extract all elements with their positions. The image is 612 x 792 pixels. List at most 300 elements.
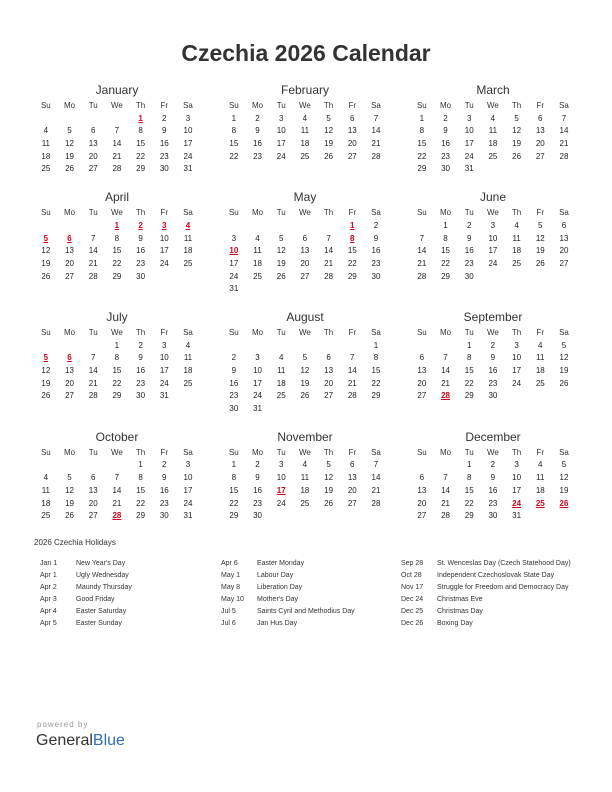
- day-cell: 19: [41, 378, 51, 388]
- day-cell: 13: [300, 246, 310, 256]
- day-cell: 7: [90, 353, 96, 363]
- day-cell: 21: [559, 139, 569, 149]
- holiday-name: Ugly Wednesday: [76, 572, 129, 579]
- weekday-header: Th: [323, 327, 334, 337]
- holiday-name: Easter Saturday: [76, 608, 127, 615]
- day-cell: 19: [65, 151, 74, 161]
- day-cell: 8: [466, 353, 472, 363]
- weekday-header: Fr: [160, 208, 169, 218]
- day-cell: 15: [417, 139, 427, 149]
- day-cell: 26: [559, 378, 569, 388]
- month-april: [34, 189, 200, 296]
- weekday-header: Th: [135, 447, 146, 457]
- holiday-item: [401, 606, 576, 618]
- day-cell: 14: [88, 366, 98, 375]
- day-cell: 30: [159, 164, 169, 174]
- weekday-header: Su: [228, 208, 239, 218]
- day-cell: 14: [417, 246, 427, 256]
- weekday-header: Sa: [559, 208, 569, 218]
- holiday-name: Labour Day: [257, 572, 294, 579]
- day-cell: 12: [559, 473, 569, 483]
- day-cell: 11: [41, 139, 50, 149]
- weekday-header: Sa: [559, 327, 569, 337]
- day-cell: 18: [488, 139, 498, 149]
- empty-cell: [105, 459, 129, 472]
- weekday-header: Sa: [371, 447, 381, 457]
- weekday-header: Tu: [464, 327, 474, 337]
- day-cell: 2: [255, 460, 260, 470]
- month-days-grid: [34, 100, 200, 176]
- holiday-item: [221, 618, 386, 630]
- day-cell: 24: [276, 151, 286, 161]
- weekday-header: Sa: [371, 327, 381, 337]
- day-cell: 16: [159, 139, 169, 149]
- day-cell: 9: [255, 473, 260, 483]
- day-cell: 24: [488, 258, 498, 268]
- day-cell: 17: [512, 366, 522, 375]
- day-cell: 8: [373, 353, 379, 363]
- day-cell: 9: [443, 126, 448, 136]
- day-cell: 18: [300, 485, 310, 495]
- day-cell: 27: [417, 511, 427, 521]
- day-cell: 14: [88, 246, 98, 256]
- day-cell: 27: [535, 151, 545, 161]
- day-cell: 4: [278, 353, 284, 363]
- weekday-header: Tu: [88, 327, 98, 337]
- day-cell: 18: [535, 485, 545, 495]
- day-cell: 11: [512, 233, 521, 243]
- day-cell: 4: [302, 113, 308, 123]
- empty-cell: [105, 113, 129, 126]
- day-cell: 15: [136, 485, 146, 495]
- month-name: December: [465, 429, 521, 444]
- day-cell: 26: [41, 391, 51, 401]
- day-cell: 30: [136, 271, 146, 281]
- empty-cell: [410, 459, 434, 472]
- weekday-header: Tu: [464, 208, 474, 218]
- day-cell: 18: [183, 366, 193, 375]
- day-cell: 27: [88, 511, 98, 521]
- weekday-header: Sa: [371, 208, 381, 218]
- weekday-header: Mo: [251, 101, 264, 110]
- day-cell: 13: [417, 485, 427, 495]
- day-cell: 31: [159, 391, 169, 401]
- weekday-header: We: [298, 208, 311, 218]
- day-cell: 9: [231, 366, 237, 375]
- month-name: October: [95, 429, 139, 444]
- logo-blue-text: Blue: [92, 732, 125, 749]
- holiday-list-col-3: [401, 558, 576, 630]
- day-cell: 14: [559, 126, 569, 136]
- weekday-header: Su: [416, 101, 427, 110]
- day-cell: 7: [373, 460, 379, 470]
- weekday-header: Mo: [439, 447, 452, 457]
- day-cell: 10: [183, 126, 193, 136]
- weekday-header: Th: [511, 327, 522, 337]
- empty-cell: [293, 340, 317, 353]
- day-cell: 31: [183, 511, 193, 521]
- empty-cell: [434, 340, 458, 353]
- month-july: [34, 309, 200, 416]
- weekday-header: Fr: [536, 208, 545, 218]
- day-cell: 9: [490, 473, 496, 483]
- day-cell: 11: [277, 366, 286, 375]
- holiday-day: 6: [67, 233, 72, 243]
- month-days-grid: [410, 327, 576, 403]
- weekday-header: Mo: [63, 101, 76, 110]
- day-cell: 4: [538, 340, 543, 350]
- day-cell: 2: [490, 340, 496, 350]
- day-cell: 4: [185, 340, 191, 350]
- day-cell: 28: [88, 391, 98, 401]
- day-cell: 18: [183, 246, 193, 256]
- day-cell: 10: [159, 233, 169, 243]
- month-name: January: [95, 83, 139, 97]
- day-cell: 5: [326, 113, 331, 123]
- empty-cell: [246, 340, 270, 353]
- day-cell: 12: [300, 366, 310, 375]
- holiday-item: [221, 606, 386, 618]
- day-cell: 2: [231, 353, 237, 363]
- day-cell: 10: [276, 126, 286, 136]
- holiday-date: Jul 6: [221, 620, 236, 627]
- weekday-header: Mo: [63, 327, 76, 337]
- holiday-item: [401, 558, 576, 570]
- day-cell: 10: [159, 353, 169, 363]
- day-cell: 23: [159, 498, 169, 508]
- day-cell: 25: [535, 378, 545, 388]
- day-cell: 21: [88, 378, 98, 388]
- empty-cell: [58, 340, 82, 353]
- day-cell: 26: [324, 498, 334, 508]
- day-cell: 26: [41, 271, 51, 281]
- day-cell: 17: [159, 366, 169, 375]
- day-cell: 19: [276, 258, 286, 268]
- day-cell: 17: [464, 139, 474, 149]
- day-cell: 20: [324, 378, 334, 388]
- month-may: [222, 189, 388, 296]
- day-cell: 4: [490, 113, 496, 123]
- month-days-grid: [34, 327, 200, 403]
- day-cell: 13: [88, 485, 98, 495]
- holiday-day: 5: [43, 353, 49, 363]
- day-cell: 23: [159, 151, 169, 161]
- day-cell: 8: [443, 233, 448, 243]
- day-cell: 20: [347, 485, 357, 495]
- day-cell: 16: [464, 246, 474, 256]
- day-cell: 27: [417, 391, 427, 401]
- day-cell: 16: [136, 246, 146, 256]
- day-cell: 15: [441, 246, 450, 256]
- day-cell: 3: [514, 460, 519, 470]
- month-august: [222, 309, 388, 416]
- empty-cell: [410, 220, 434, 233]
- day-cell: 2: [162, 460, 167, 470]
- day-cell: 18: [512, 246, 522, 256]
- holiday-name: Maundy Thursday: [76, 584, 132, 591]
- holiday-date: Apr 6: [221, 560, 238, 567]
- month-name: March: [476, 83, 510, 97]
- day-cell: 16: [488, 366, 498, 375]
- day-cell: 10: [183, 473, 193, 483]
- day-cell: 14: [371, 126, 381, 136]
- day-cell: 3: [185, 460, 191, 470]
- day-cell: 3: [231, 233, 237, 243]
- holiday-list-col-1: [40, 558, 200, 630]
- day-cell: 5: [326, 460, 331, 470]
- holiday-day: 6: [67, 353, 72, 363]
- day-cell: 22: [371, 378, 381, 388]
- day-cell: 26: [535, 258, 545, 268]
- month-days-grid: [222, 447, 388, 523]
- weekday-header: Sa: [559, 447, 569, 457]
- day-cell: 16: [488, 485, 498, 495]
- day-cell: 13: [559, 233, 569, 243]
- empty-cell: [81, 113, 105, 126]
- day-cell: 28: [347, 391, 357, 401]
- day-cell: 17: [512, 485, 522, 495]
- weekday-header: Su: [416, 208, 427, 218]
- empty-cell: [58, 113, 82, 126]
- weekday-header: Sa: [183, 101, 193, 110]
- month-december: [410, 429, 576, 523]
- weekday-header: Tu: [88, 447, 98, 457]
- holiday-item: [221, 594, 386, 606]
- generalblue-logo[interactable]: [36, 732, 125, 750]
- day-cell: 24: [183, 151, 193, 161]
- weekday-header: Sa: [183, 208, 193, 218]
- day-cell: 27: [347, 498, 357, 508]
- day-cell: 25: [276, 391, 286, 401]
- day-cell: 21: [371, 485, 381, 495]
- day-cell: 15: [229, 485, 239, 495]
- weekday-header: Fr: [348, 447, 357, 457]
- day-cell: 21: [112, 151, 122, 161]
- weekday-header: We: [486, 208, 499, 218]
- day-cell: 9: [162, 126, 167, 136]
- weekday-header: Mo: [251, 327, 264, 337]
- weekday-header: We: [110, 208, 123, 218]
- day-cell: 5: [514, 113, 519, 123]
- day-cell: 12: [65, 485, 74, 495]
- weekday-header: Su: [228, 101, 239, 110]
- day-cell: 6: [538, 113, 543, 123]
- weekday-header: Mo: [63, 447, 76, 457]
- day-cell: 24: [253, 391, 262, 401]
- day-cell: 30: [136, 391, 146, 401]
- day-cell: 26: [324, 151, 334, 161]
- holiday-name: Independent Czechoslovak State Day: [437, 572, 555, 579]
- day-cell: 1: [231, 113, 237, 123]
- day-cell: 21: [88, 258, 98, 268]
- day-cell: 6: [419, 473, 425, 483]
- holiday-name: Mother's Day: [257, 596, 299, 603]
- day-cell: 12: [65, 139, 74, 149]
- day-cell: 8: [114, 233, 120, 243]
- day-cell: 13: [417, 366, 427, 375]
- day-cell: 23: [441, 151, 450, 161]
- empty-cell: [317, 340, 341, 353]
- day-cell: 13: [347, 126, 357, 136]
- day-cell: 27: [559, 258, 569, 268]
- weekday-header: Th: [135, 327, 146, 337]
- month-days-grid: [222, 207, 388, 296]
- weekday-header: Mo: [439, 327, 452, 337]
- day-cell: 14: [441, 485, 450, 495]
- day-cell: 11: [536, 473, 545, 483]
- month-days-grid: [410, 207, 576, 283]
- holiday-day: 1: [114, 220, 120, 230]
- day-cell: 1: [138, 460, 143, 470]
- day-cell: 23: [253, 151, 262, 161]
- holiday-day: 5: [43, 233, 49, 243]
- empty-cell: [434, 459, 458, 472]
- weekday-header: We: [486, 327, 499, 337]
- day-cell: 20: [535, 139, 545, 149]
- empty-cell: [58, 459, 82, 472]
- day-cell: 10: [276, 473, 286, 483]
- day-cell: 21: [324, 258, 334, 268]
- day-cell: 31: [512, 511, 522, 521]
- holiday-day: 17: [276, 485, 286, 495]
- holiday-item: [40, 606, 200, 618]
- day-cell: 7: [350, 353, 355, 363]
- day-cell: 6: [302, 233, 308, 243]
- empty-cell: [34, 340, 58, 353]
- holiday-item: [40, 570, 200, 582]
- day-cell: 15: [371, 366, 381, 375]
- holiday-day: 4: [185, 220, 191, 230]
- day-cell: 15: [229, 139, 239, 149]
- day-cell: 13: [65, 366, 74, 375]
- month-days-grid: [34, 447, 200, 523]
- day-cell: 7: [114, 126, 120, 136]
- day-cell: 11: [536, 353, 545, 363]
- day-cell: 23: [488, 498, 498, 508]
- month-february: [222, 82, 388, 176]
- day-cell: 27: [300, 271, 310, 281]
- holiday-date: Jan 1: [40, 560, 58, 567]
- weekday-header: Th: [323, 101, 334, 110]
- month-name: February: [280, 83, 330, 97]
- day-cell: 19: [559, 366, 569, 375]
- day-cell: 6: [350, 113, 355, 123]
- day-cell: 21: [112, 498, 122, 508]
- weekday-header: Su: [40, 101, 51, 110]
- weekday-header: Mo: [251, 447, 264, 457]
- weekday-header: Fr: [348, 327, 357, 337]
- day-cell: 6: [419, 353, 425, 363]
- day-cell: 14: [112, 485, 122, 495]
- weekday-header: Tu: [276, 208, 286, 218]
- holiday-item: [40, 582, 200, 594]
- day-cell: 11: [253, 246, 262, 256]
- day-cell: 31: [253, 404, 262, 414]
- day-cell: 18: [276, 378, 286, 388]
- day-cell: 1: [373, 340, 379, 350]
- day-cell: 27: [65, 391, 74, 401]
- day-cell: 25: [183, 378, 193, 388]
- day-cell: 18: [253, 258, 262, 268]
- day-cell: 10: [253, 366, 262, 375]
- day-cell: 8: [466, 473, 472, 483]
- day-cell: 8: [138, 473, 143, 483]
- day-cell: 28: [112, 164, 122, 174]
- day-cell: 24: [229, 271, 239, 281]
- month-name: June: [479, 190, 507, 205]
- empty-cell: [222, 340, 246, 353]
- day-cell: 14: [112, 139, 122, 149]
- holiday-name: Boxing Day: [437, 620, 473, 627]
- month-days-grid: [410, 100, 576, 176]
- holiday-name: St. Wenceslas Day (Czech Statehood Day): [437, 560, 571, 567]
- day-cell: 24: [159, 258, 169, 268]
- month-name: May: [293, 190, 317, 205]
- weekday-header: We: [486, 447, 499, 457]
- day-cell: 12: [41, 246, 51, 256]
- day-cell: 7: [419, 233, 425, 243]
- day-cell: 18: [41, 498, 51, 508]
- day-cell: 26: [300, 391, 310, 401]
- day-cell: 29: [136, 511, 146, 521]
- day-cell: 19: [324, 139, 334, 149]
- powered-by-text: powered by: [37, 720, 89, 729]
- day-cell: 14: [441, 366, 450, 375]
- month-name: July: [106, 309, 128, 324]
- day-cell: 29: [464, 391, 474, 401]
- weekday-header: Tu: [88, 101, 98, 110]
- empty-cell: [317, 220, 341, 233]
- weekday-header: Tu: [464, 447, 474, 457]
- day-cell: 8: [231, 126, 237, 136]
- day-cell: 9: [138, 233, 143, 243]
- day-cell: 16: [441, 139, 450, 149]
- day-cell: 11: [300, 473, 310, 483]
- weekday-header: Fr: [160, 327, 169, 337]
- day-cell: 7: [443, 473, 448, 483]
- day-cell: 13: [324, 366, 334, 375]
- month-march: [410, 82, 576, 176]
- month-january: [34, 82, 200, 176]
- day-cell: 23: [464, 258, 474, 268]
- empty-cell: [81, 459, 105, 472]
- empty-cell: [81, 340, 105, 353]
- day-cell: 30: [464, 271, 474, 281]
- weekday-header: Mo: [251, 208, 264, 218]
- empty-cell: [340, 340, 364, 353]
- day-cell: 3: [185, 113, 191, 123]
- day-cell: 22: [464, 498, 474, 508]
- month-october: [34, 429, 200, 523]
- holiday-date: Nov 17: [401, 584, 424, 591]
- holiday-date: May 1: [221, 572, 241, 579]
- day-cell: 5: [561, 340, 567, 350]
- day-cell: 17: [276, 139, 286, 149]
- day-cell: 29: [417, 164, 427, 174]
- day-cell: 12: [559, 353, 569, 363]
- day-cell: 20: [65, 378, 74, 388]
- month-name: September: [463, 309, 523, 324]
- day-cell: 25: [183, 258, 193, 268]
- holiday-date: Sep 28: [401, 560, 424, 567]
- weekday-header: Fr: [160, 101, 169, 110]
- day-cell: 2: [443, 113, 448, 123]
- weekday-header: Th: [511, 208, 522, 218]
- day-cell: 17: [253, 378, 262, 388]
- day-cell: 7: [561, 113, 567, 123]
- day-cell: 9: [466, 233, 472, 243]
- day-cell: 24: [159, 378, 169, 388]
